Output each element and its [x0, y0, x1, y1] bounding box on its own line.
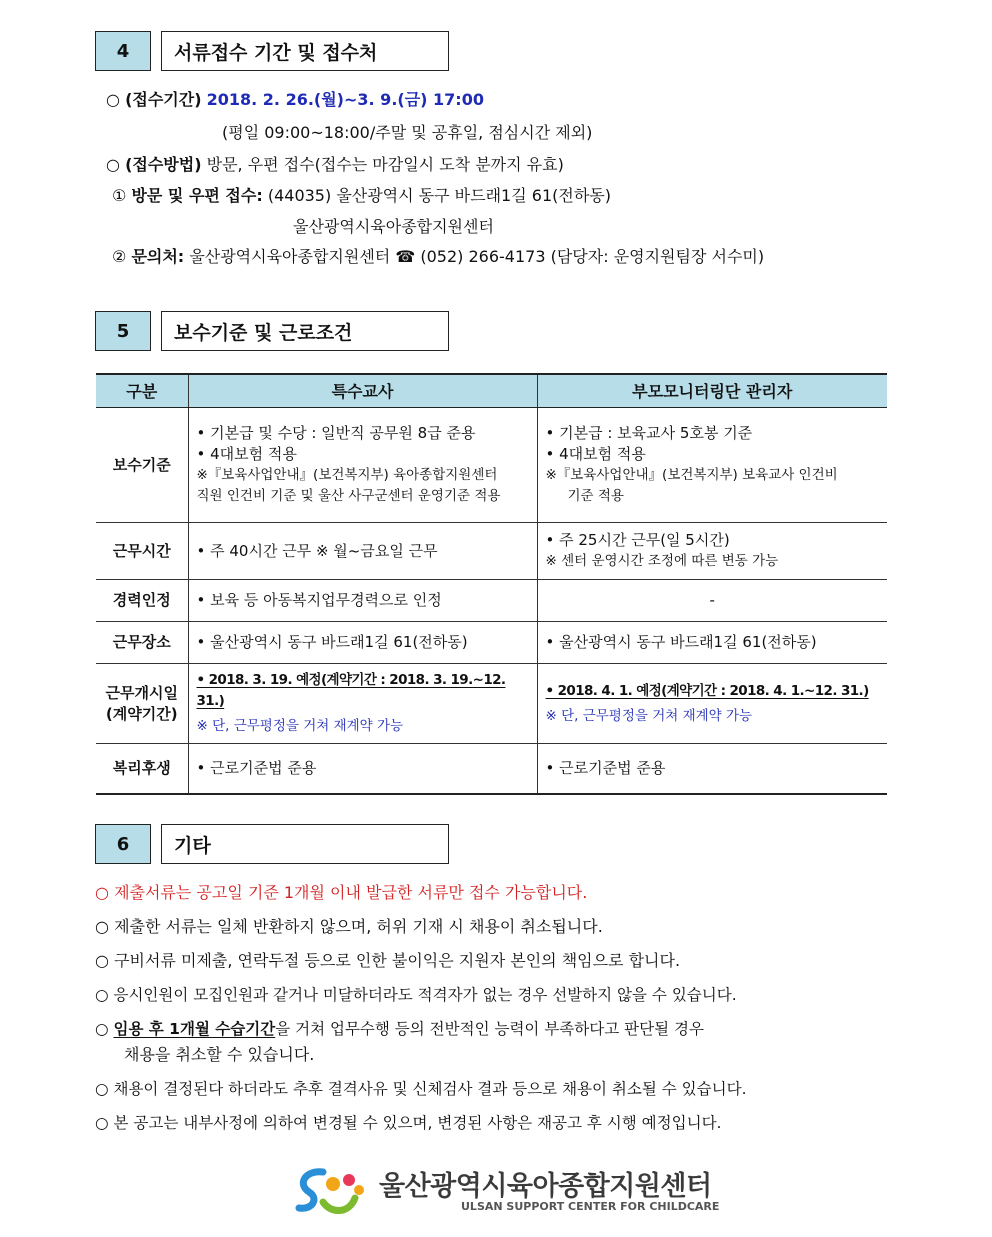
circle-bullet-icon: ○ — [95, 986, 109, 1004]
reception-method-line — [106, 154, 564, 176]
cell-note: ※ 단, 근무평정을 거쳐 재계약 가능 — [196, 718, 404, 734]
item-number: ① — [112, 186, 127, 205]
table-row — [96, 408, 887, 523]
org-name: 울산광역시육아종합지원센터 — [379, 1171, 712, 1202]
circle-bullet-icon: ○ — [95, 1080, 109, 1098]
cell-line: • 주 25시간 근무(일 5시간) — [545, 531, 730, 549]
table-row — [96, 664, 887, 744]
visit-mail-org: 울산광역시육아종합지원센터 — [293, 217, 494, 236]
circle-bullet-icon: ○ — [106, 155, 120, 174]
table-row — [96, 622, 887, 664]
cell-line: • 기본급 및 수당 : 일반직 공무원 8급 준용 — [196, 424, 476, 442]
table-cell — [188, 664, 537, 744]
row-label: 근무장소 — [96, 622, 188, 664]
header-parent-monitor-manager: 부모모니터링단 관리자 — [537, 374, 887, 408]
cell-note: 기준 적용 — [567, 488, 624, 504]
visit-mail-address: (44035) 울산광역시 동구 바드래1길 61(전하동) — [267, 186, 611, 205]
table-cell: • 주 40시간 근무 ※ 월~금요일 근무 — [188, 523, 537, 580]
table-row — [96, 580, 887, 622]
table-cell: • 근로기준법 준용 — [188, 744, 537, 794]
row-label: 보수기준 — [96, 408, 188, 523]
visit-mail-line — [112, 185, 611, 207]
notice-text: 구비서류 미제출, 연락두절 등으로 인한 불이익은 지원자 본인의 책임으로 합니다. — [114, 951, 681, 970]
cell-line: • 2018. 3. 19. 예정(계약기간 : 2018. 3. 19.~12. 31.) — [196, 672, 506, 709]
circle-bullet-icon: ○ — [95, 1114, 109, 1132]
table-row — [96, 523, 887, 580]
table-cell: • 울산광역시 동구 바드래1길 61(전하동) — [188, 622, 537, 664]
cell-line: • 4대보험 적용 — [196, 445, 297, 463]
table-header-row — [96, 374, 887, 408]
circle-bullet-icon: ○ — [106, 90, 120, 109]
contact-line — [112, 246, 764, 268]
childcare-logo-icon — [293, 1162, 373, 1218]
section-4-number: 4 — [95, 31, 151, 71]
notice-item — [95, 1112, 721, 1134]
table-cell — [537, 408, 887, 523]
header-special-teacher: 특수교사 — [188, 374, 537, 408]
circle-bullet-icon: ○ — [95, 883, 109, 902]
table-cell — [537, 523, 887, 580]
notice-text: 응시인원이 모집인원과 같거나 미달하더라도 적격자가 없는 경우 선발하지 않을 수 있습니다. — [113, 986, 737, 1004]
notice-item — [95, 1018, 704, 1040]
cell-note: ※ 센터 운영시간 조정에 따른 변동 가능 — [545, 553, 779, 569]
cell-line: • 기본급 : 보육교사 5호봉 기준 — [545, 424, 753, 442]
table-cell: • 보육 등 아동복지업무경력으로 인정 — [188, 580, 537, 622]
cell-note: ※『보육사업안내』(보건복지부) 육아종합지원센터 — [196, 467, 498, 483]
item-number: ② — [112, 247, 127, 266]
cell-line: • 4대보험 적용 — [545, 445, 646, 463]
cell-note: 직원 인건비 기준 및 울산 사구군센터 운영기준 적용 — [196, 488, 501, 504]
reception-period-line — [106, 89, 484, 111]
contact-label: 문의처: — [131, 247, 185, 266]
circle-bullet-icon: ○ — [95, 1020, 109, 1038]
header-category: 구분 — [96, 374, 188, 408]
row-label-line: 근무개시일 — [105, 683, 178, 702]
table-cell — [537, 664, 887, 744]
row-label: 경력인정 — [96, 580, 188, 622]
section-6-title: 기타 — [161, 824, 449, 864]
notice-item — [95, 916, 603, 938]
table-row — [96, 744, 887, 794]
phone-icon: ☎ — [395, 247, 416, 266]
row-label: 근무시간 — [96, 523, 188, 580]
notice-text: 본 공고는 내부사정에 의하여 변경될 수 있으며, 변경된 사항은 재공고 후 시행 예정입니다. — [113, 1114, 722, 1132]
reception-period-note: (평일 09:00~18:00/주말 및 공휴일, 점심시간 제외) — [222, 123, 593, 142]
table-cell: • 울산광역시 동구 바드래1길 61(전하동) — [537, 622, 887, 664]
notice-item — [95, 882, 587, 904]
notice-text: 을 거쳐 업무수행 등의 전반적인 능력이 부족하다고 판단될 경우 — [275, 1020, 704, 1038]
table-cell — [188, 408, 537, 523]
table-cell: • 근로기준법 준용 — [537, 744, 887, 794]
notice-item — [95, 950, 680, 972]
org-name-en: ULSAN SUPPORT CENTER FOR CHILDCARE — [461, 1200, 720, 1213]
contact-phone: (052) 266-4173 (담당자: 운영지원팀장 서수미) — [420, 247, 765, 266]
contact-org: 울산광역시육아종합지원센터 — [189, 247, 391, 266]
notice-text: 채용이 결정된다 하더라도 추후 결격사유 및 신체검사 결과 등으로 채용이 취소될 수 있습니다. — [113, 1080, 747, 1098]
visit-mail-label: 방문 및 우편 접수: — [131, 186, 263, 205]
notice-item — [95, 1078, 747, 1100]
section-5-title: 보수기준 및 근로조건 — [161, 311, 449, 351]
cell-note: ※ 단, 근무평정을 거쳐 재계약 가능 — [545, 707, 753, 724]
org-logo — [293, 1162, 720, 1218]
row-label: 복리후생 — [96, 744, 188, 794]
circle-bullet-icon: ○ — [95, 917, 109, 936]
cell-note: ※『보육사업안내』(보건복지부) 보육교사 인건비 — [545, 467, 838, 483]
notice-item — [95, 984, 737, 1006]
notice-text: 제출서류는 공고일 기준 1개월 이내 발급한 서류만 접수 가능합니다. — [114, 883, 588, 902]
section-5-number: 5 — [95, 311, 151, 351]
notice-text: 제출한 서류는 일체 반환하지 않으며, 허위 기재 시 채용이 취소됩니다. — [114, 917, 603, 936]
cell-line: • 2018. 4. 1. 예정(계약기간 : 2018. 4. 1.~12. 31.) — [545, 682, 869, 699]
section-6-number: 6 — [95, 824, 151, 864]
section-4-title: 서류접수 기간 및 접수처 — [161, 31, 449, 71]
probation-emphasis: 임용 후 1개월 수습기간 — [113, 1020, 276, 1038]
reception-period-value: 2018. 2. 26.(월)~3. 9.(금) 17:00 — [206, 90, 484, 109]
row-label-line: (계약기간) — [105, 704, 178, 723]
conditions-table — [96, 373, 887, 795]
reception-method-label: (접수방법) — [125, 155, 202, 174]
table-cell: - — [537, 580, 887, 622]
reception-period-label: (접수기간) — [125, 90, 202, 109]
row-label — [96, 664, 188, 744]
notice-continuation: 채용을 취소할 수 있습니다. — [124, 1045, 315, 1064]
circle-bullet-icon: ○ — [95, 951, 109, 970]
reception-method-value: 방문, 우편 접수(접수는 마감일시 도착 분까지 유효) — [206, 155, 564, 174]
